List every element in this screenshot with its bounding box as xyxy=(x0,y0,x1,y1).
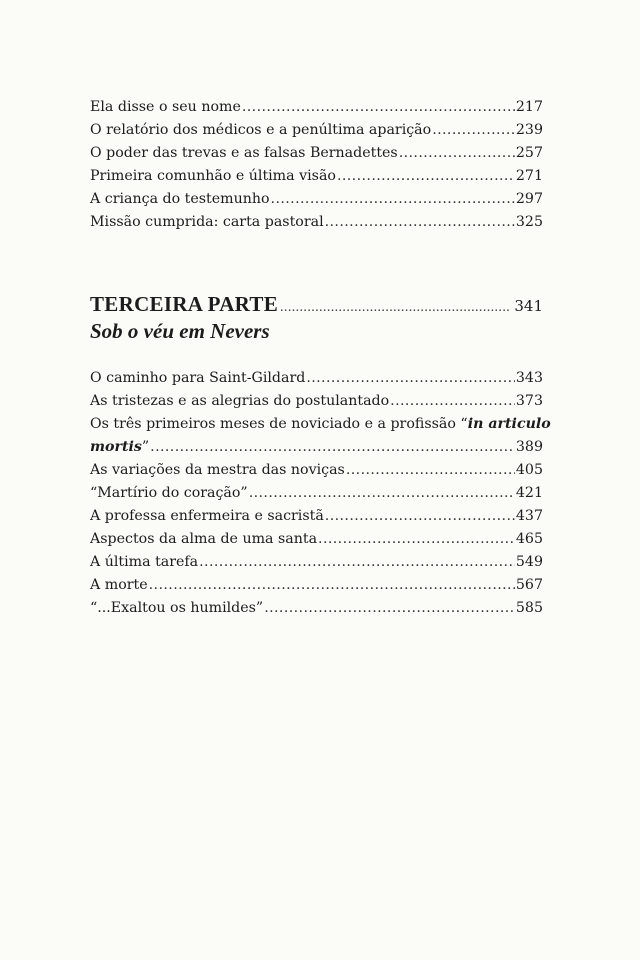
dot-leader xyxy=(199,551,515,574)
dot-leader xyxy=(432,119,515,142)
toc-entry-title: Aspectos da alma de uma santa xyxy=(90,531,318,547)
dot-leader xyxy=(249,482,515,505)
toc-entry xyxy=(90,574,543,597)
toc-entry-title: O relatório dos médicos e a penúltima aparição xyxy=(90,122,432,138)
part-title: TERCEIRA PARTE xyxy=(90,292,279,316)
toc-entry-title-text: Os três primeiros meses de noviciado e a profissão “ xyxy=(90,416,468,432)
toc-entry-title: A última tarefa xyxy=(90,554,199,570)
toc-entry-title xyxy=(90,413,551,436)
toc-entry-page: 567 xyxy=(515,577,543,593)
part-page: 341 xyxy=(514,297,543,315)
dot-leader xyxy=(149,574,515,597)
toc-entry-title: A professa enfermeira e sacristã xyxy=(90,508,324,524)
toc-entry-page: 297 xyxy=(515,191,543,207)
toc-entry-title-italic: mortis xyxy=(90,439,142,455)
toc-section-bottom xyxy=(90,367,551,620)
dot-leader xyxy=(318,528,515,551)
toc-entry-line2 xyxy=(90,436,543,459)
toc-entry-page: 373 xyxy=(515,393,543,409)
toc-entry xyxy=(90,551,543,574)
part-title-row xyxy=(90,292,543,317)
toc-entry-page: 271 xyxy=(515,168,543,184)
toc-entry xyxy=(90,528,543,551)
toc-entry-page: 217 xyxy=(515,99,543,115)
toc-entry-title-italic: in articulo xyxy=(467,416,551,432)
toc-entry xyxy=(90,459,543,482)
toc-entry xyxy=(90,390,543,413)
toc-entry-wrapped xyxy=(90,413,551,459)
toc-entry-title: A criança do testemunho xyxy=(90,191,270,207)
toc-section-top xyxy=(90,96,543,234)
toc-entry-title: O caminho para Saint-Gildard xyxy=(90,370,306,386)
toc-entry xyxy=(90,482,543,505)
toc-entry-title: Primeira comunhão e última visão xyxy=(90,168,336,184)
toc-entry-title-text: ” xyxy=(141,439,150,455)
toc-entry-page: 585 xyxy=(515,600,543,616)
part-heading xyxy=(90,292,543,344)
toc-entry-page: 405 xyxy=(515,462,543,478)
toc-entry-title: O poder das trevas e as falsas Bernadettes xyxy=(90,145,398,161)
toc-entry xyxy=(90,505,543,528)
toc-entry-page: 325 xyxy=(515,214,543,230)
toc-entry-title: Missão cumprida: carta pastoral xyxy=(90,214,324,230)
toc-entry-page: 389 xyxy=(515,439,543,455)
dot-leader xyxy=(390,390,515,413)
toc-entry xyxy=(90,188,543,211)
toc-entry-page: 239 xyxy=(515,122,543,138)
toc-entry-title-cont xyxy=(90,436,149,459)
dot-leader xyxy=(150,436,515,459)
toc-entry-page: 421 xyxy=(515,485,543,501)
dot-leader xyxy=(399,142,515,165)
dot-leader xyxy=(325,505,515,528)
toc-entry-title: Ela disse o seu nome xyxy=(90,99,241,115)
toc-entry-page: 465 xyxy=(515,531,543,547)
toc-entry-title: “...Exaltou os humildes” xyxy=(90,600,264,616)
dot-leader xyxy=(264,597,515,620)
toc-entry xyxy=(90,165,543,188)
part-subtitle: Sob o véu em Nevers xyxy=(90,319,270,343)
toc-entry-page: 257 xyxy=(515,145,543,161)
toc-entry xyxy=(90,96,543,119)
toc-entry-title: A morte xyxy=(90,577,148,593)
dot-leader xyxy=(346,459,515,482)
toc-entry xyxy=(90,142,543,165)
toc-entry-title: As variações da mestra das noviças xyxy=(90,462,345,478)
toc-entry-title: As tristezas e as alegrias do postulantado xyxy=(90,393,390,409)
toc-entry-line1 xyxy=(90,413,551,436)
dot-leader xyxy=(280,300,510,316)
dot-leader xyxy=(242,96,515,119)
toc-entry xyxy=(90,119,543,142)
toc-entry-page: 437 xyxy=(515,508,543,524)
toc-entry xyxy=(90,211,543,234)
toc-entry xyxy=(90,367,543,390)
toc-entry-page: 343 xyxy=(515,370,543,386)
toc-entry xyxy=(90,597,543,620)
dot-leader xyxy=(337,165,515,188)
toc-entry-title: “Martírio do coração” xyxy=(90,485,248,501)
dot-leader xyxy=(306,367,515,390)
dot-leader xyxy=(271,188,515,211)
dot-leader xyxy=(325,211,515,234)
toc-entry-page: 549 xyxy=(515,554,543,570)
